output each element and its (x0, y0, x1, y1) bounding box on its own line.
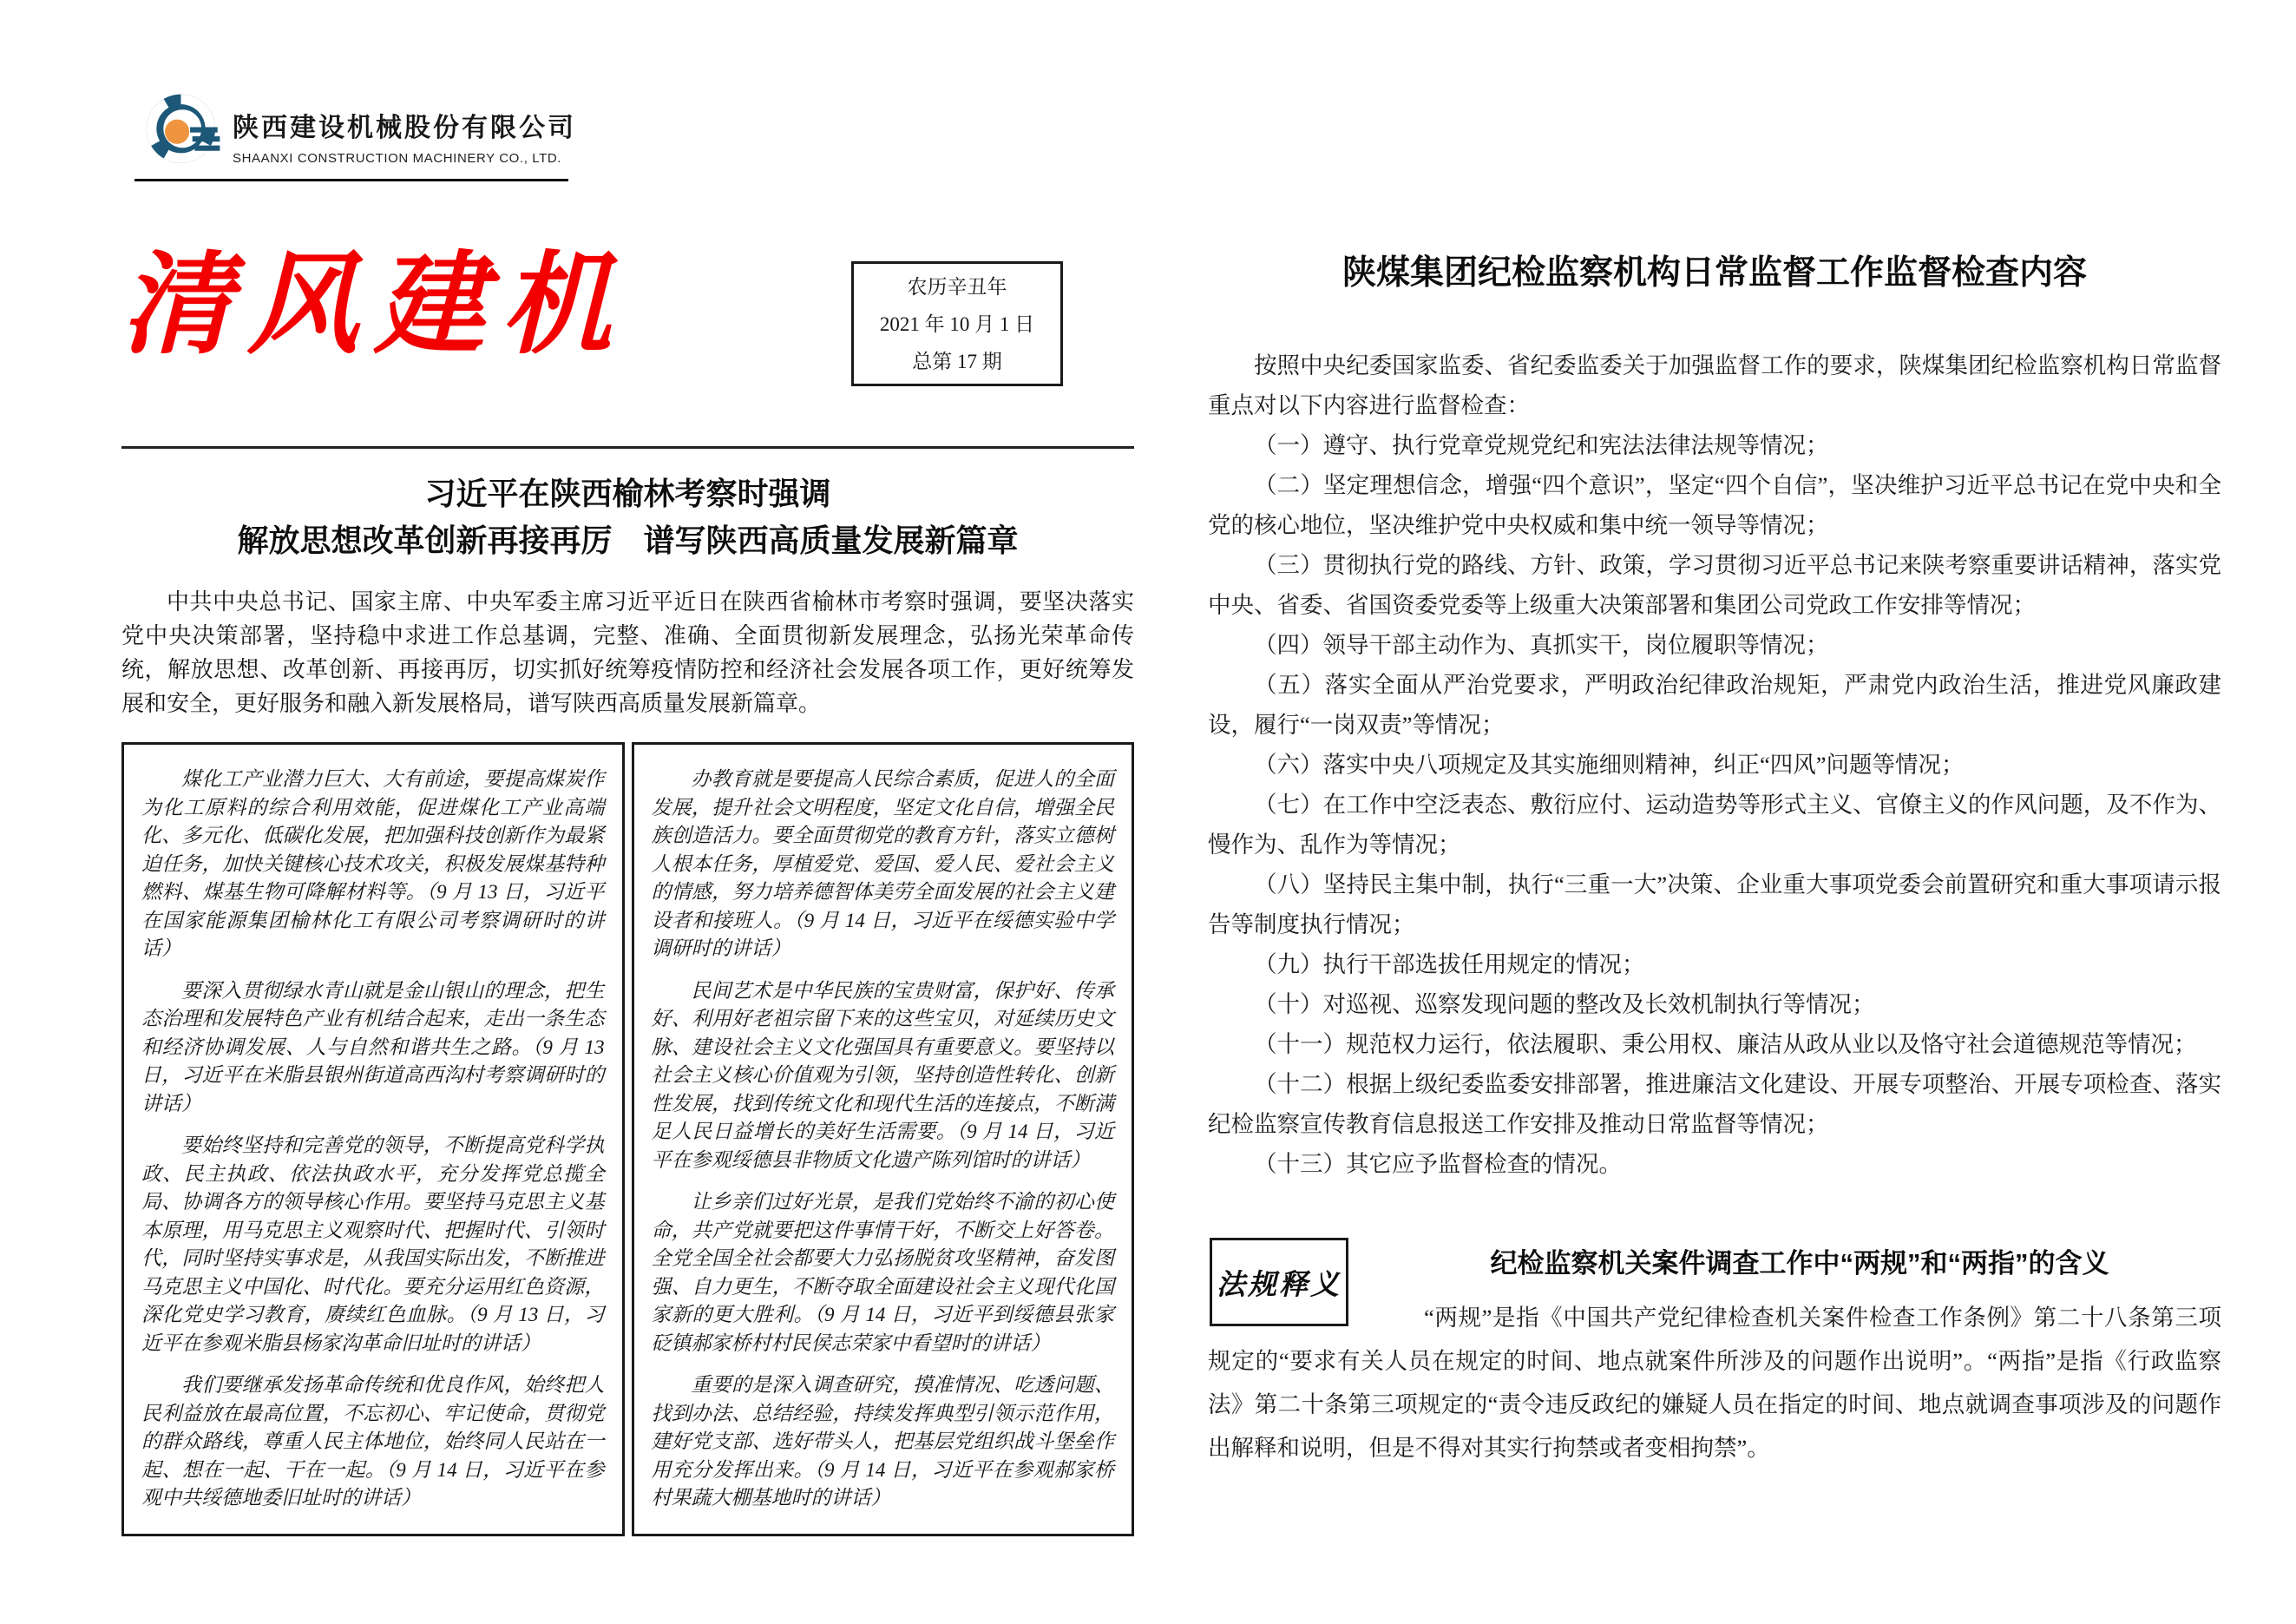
quotes-box-left (121, 742, 625, 1536)
quote-paragraph: 重要的是深入调查研究，摸准情况、吃透问题、找到办法、总结经验，持续发挥典型引领示范作用，建好党支部、选好带头人，把基层党组织战斗堡垒作用充分发挥出来。（9 月 14 日，习近平在参观郝家桥村果蔬大棚基地时的讲话） (651, 1374, 1114, 1509)
quote-paragraph: 让乡亲们过好光景，是我们党始终不渝的初心使命，共产党就要把这件事情干好，不断交上好答卷。全党全国全社会都要大力弘扬脱贫攻坚精神，奋发图强、自力更生，不断夺取全面建设社会主义现代化国家新的更大胜利。（9 月 14 日，习近平到绥德县张家砭镇郝家桥村村民侯志荣家中看望时的讲话） (651, 1191, 1114, 1354)
masthead-title: 清风建机 (121, 239, 628, 370)
quotes-box-right (632, 742, 1135, 1536)
law-interpretation-section (1208, 1233, 2221, 1469)
quote-paragraph: 要始终坚持和完善党的领导，不断提高党科学执政、民主执政、依法执政水平，充分发挥党总揽全局、协调各方的领导核心作用。要坚持马克思主义基本原理，用马克思主义观察时代、把握时代、引领时代，同时坚持实事求是，从我国实际出发，不断推进马克思主义中国化、时代化。要充分运用红色资源，深化党史学习教育，赓续红色血脉。（9 月 13 日，习近平在参观米脂县杨家沟革命旧址时的讲话） (141, 1134, 605, 1354)
inspection-item-10: （十）对巡视、巡察发现问题的整改及长效机制执行等情况； (1254, 991, 1875, 1017)
inspection-item-4: （四）领导干部主动作为、真抓实干，岗位履职等情况； (1254, 632, 1829, 658)
inspection-item-1: （一）遵守、执行党章党规党纪和宪法法律法规等情况； (1254, 432, 1829, 458)
quote-paragraph: 要深入贯彻绿水青山就是金山银山的理念，把生态治理和发展特色产业有机结合起来，走出一条生态和经济协调发展、人与自然和谐共生之路。（9 月 13 日，习近平在米脂县银州街道高西沟村考察调研时的讲话） (141, 979, 605, 1114)
lead-article (121, 470, 1134, 720)
inspection-headline: 陕煤集团纪检监察机构日常监督工作监督检查内容 (1342, 254, 2087, 292)
masthead-divider (121, 446, 1134, 449)
company-name-cn: 陕西建设机械股份有限公司 (233, 114, 576, 142)
quote-paragraph: 办教育就是要提高人民综合素质，促进人的全面发展，提升社会文明程度，坚定文化自信，增强全民族创造活力。要全面贯彻党的教育方针，落实立德树人根本任务，厚植爱党、爱国、爱人民、爱社会主义的情感，努力培养德智体美劳全面发展的社会主义建设者和接班人。（9 月 14 日，习近平在绥德实验中学调研时的讲话） (651, 768, 1114, 959)
inspection-item-8: （八）坚持民主集中制，执行“三重一大”决策、企业重大事项党委会前置研究和重大事项请示报告等制度执行情况； (1208, 871, 2221, 937)
lead-headline-line1: 习近平在陕西榆林考察时强调 (424, 476, 831, 511)
company-logo-icon (146, 87, 222, 178)
quote-paragraph: 民间艺术是中华民族的宝贵财富，保护好、传承好、利用好老祖宗留下来的这些宝贝，对延续历史文脉、建设社会主义文化强国具有重要意义。要坚持以社会主义核心价值观为引领，坚持创造性转化、创新性发展，找到传统文化和现代生活的连接点，不断满足人民日益增长的美好生活需要。（9 月 14 日，习近平在参观绥德县非物质文化遗产陈列馆时的讲话） (651, 979, 1114, 1171)
law-tag-box: 法规释义 (1210, 1238, 1348, 1326)
lead-headline-line2: 解放思想改革创新再接再厉 谱写陕西高质量发展新篇章 (237, 523, 1019, 558)
inspection-item-6: （六）落实中央八项规定及其实施细则精神，纠正“四风”问题等情况； (1254, 752, 1965, 778)
quote-paragraph: 我们要继承发扬革命传统和优良作风，始终把人民利益放在最高位置，不忘初心、牢记使命，贯彻党的群众路线，尊重人民主体地位，始终同人民站在一起、想在一起、干在一起。（9 月 14 日，习近平在参观中共绥德地委旧址时的讲话） (141, 1374, 605, 1509)
inspection-item-9: （九）执行干部选拔任用规定的情况； (1254, 951, 1645, 977)
law-headline: 纪检监察机关案件调查工作中“两规”和“两指”的含义 (1490, 1248, 2109, 1279)
issue-date: 2021 年 10 月 1 日 (879, 312, 1035, 335)
company-name-en: SHAANXI CONSTRUCTION MACHINERY CO., LTD. (233, 151, 562, 166)
issue-number: 总第 17 期 (912, 350, 1002, 372)
inspection-item-7: （七）在工作中空泛表态、敷衍应付、运动造势等形式主义、官僚主义的作风问题，及不作为、慢作为、乱作为等情况； (1208, 792, 2221, 858)
company-name-block (233, 106, 576, 166)
inspection-item-12: （十二）根据上级纪委监委安排部署，推进廉洁文化建设、开展专项整治、开展专项检查、落实纪检监察宣传教育信息报送工作安排及推动日常监督等情况； (1208, 1071, 2221, 1137)
inspection-item-5: （五）落实全面从严治党要求，严明政治纪律政治规矩，严肃党内政治生活，推进党风廉政建设，履行“一岗双责”等情况； (1208, 672, 2221, 738)
header-divider (134, 179, 568, 181)
inspection-item-11: （十一）规范权力运行，依法履职、秉公用权、廉洁从政从业以及恪守社会道德规范等情况； (1254, 1031, 2197, 1057)
inspection-item-3: （三）贯彻执行党的路线、方针、政策，学习贯彻习近平总书记来陕考察重要讲话精神，落实党中央、省委、省国资委党委等上级重大决策部署和集团公司党政工作安排等情况； (1208, 552, 2221, 618)
quote-paragraph: 煤化工产业潜力巨大、大有前途，要提高煤炭作为化工原料的综合利用效能，促进煤化工产业高端化、多元化、低碳化发展，把加强科技创新作为最紧迫任务，加快关键核心技术攻关，积极发展煤基特种燃料、煤基生物可降解材料等。（9 月 13 日，习近平在国家能源集团榆林化工有限公司考察调研时的讲话） (141, 768, 605, 959)
lead-intro-paragraph: 中共中央总书记、国家主席、中央军委主席习近平近日在陕西省榆林市考察时强调，要坚决落实党中央决策部署，坚持稳中求进工作总基调，完整、准确、全面贯彻新发展理念，弘扬光荣革命传统，解放思想、改革创新、再接再厉，切实抓好统筹疫情防控和经济社会发展各项工作，更好统筹发展和安全，更好服务和融入新发展格局，谱写陕西高质量发展新篇章。 (121, 589, 1134, 716)
quote-boxes (121, 742, 1134, 1536)
inspection-item-13: （十三）其它应予监督检查的情况。 (1254, 1151, 1622, 1177)
inspection-body (1208, 345, 2221, 1184)
inspection-item-2: （二）坚定理想信念，增强“四个意识”，坚定“四个自信”，坚决维护习近平总书记在党中央和全党的核心地位，坚决维护党中央权威和集中统一领导等情况； (1208, 472, 2221, 538)
issue-info-box (851, 261, 1063, 386)
issue-lunar-year: 农历辛丑年 (907, 275, 1007, 298)
law-body-paragraph: “两规”是指《中国共产党纪律检查机关案件检查工作条例》第二十八条第三项规定的“要求有关人员在规定的时间、地点就案件所涉及的问题作出说明”。“两指”是指《行政监察法》第二十条第三项规定的“责令违反政纪的嫌疑人员在指定的时间、地点就调查事项涉及的问题作出解释和说明，但是不得对其实行拘禁或者变相拘禁”。 (1208, 1305, 2221, 1461)
inspection-intro: 按照中央纪委国家监委、省纪委监委关于加强监督工作的要求，陕煤集团纪检监察机构日常监督重点对以下内容进行监督检查： (1208, 352, 2221, 418)
